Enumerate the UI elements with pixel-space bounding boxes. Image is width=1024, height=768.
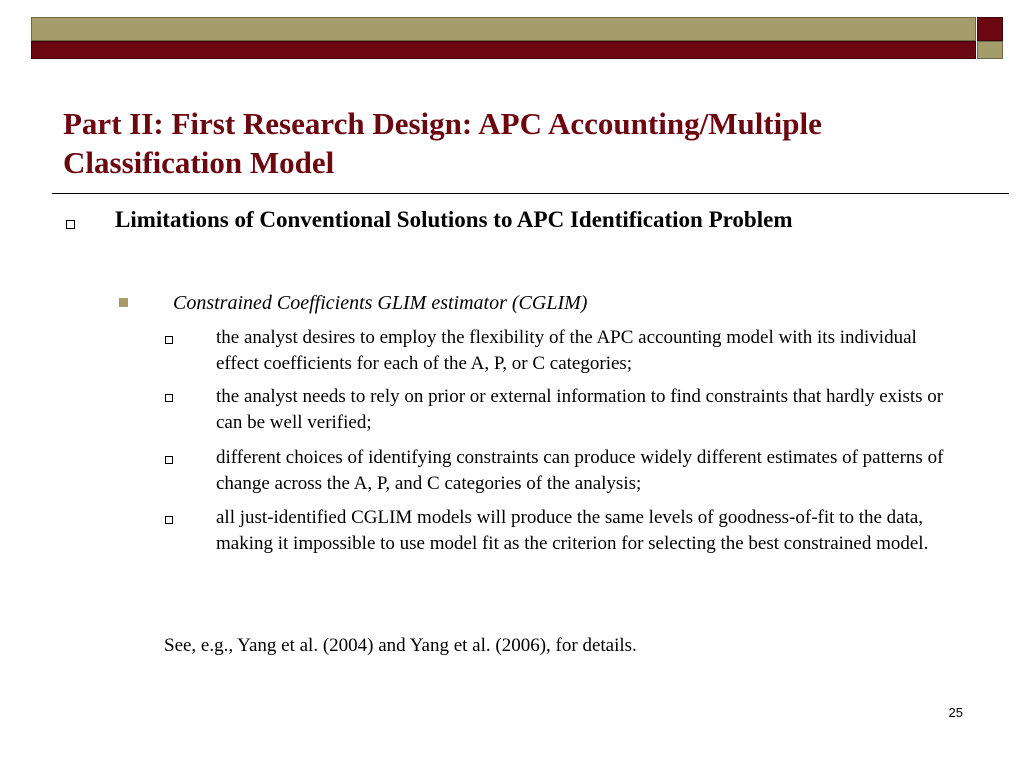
bullet-level2: Constrained Coefficients GLIM estimator (CGLIM) <box>173 292 588 314</box>
header-bar-red <box>31 41 976 59</box>
hollow-square-bullet-icon <box>165 456 173 464</box>
filled-square-bullet-icon <box>119 298 128 307</box>
header-square-red <box>977 17 1003 41</box>
title-divider <box>52 193 1009 194</box>
sub-bullet-item: the analyst desires to employ the flexibility of the APC accounting model with its individual effect coefficients for each of the A, P, or C categories; <box>216 327 917 374</box>
slide-title: Part II: First Research Design: APC Accounting/Multiple Classification Model <box>63 106 822 180</box>
hollow-square-bullet-icon <box>165 336 173 344</box>
hollow-square-bullet-icon <box>165 516 173 524</box>
reference-note: See, e.g., Yang et al. (2004) and Yang et al. (2006), for details. <box>164 635 637 656</box>
hollow-square-bullet-icon <box>66 220 75 229</box>
bullet-level1: Limitations of Conventional Solutions to APC Identification Problem <box>115 207 793 232</box>
hollow-square-bullet-icon <box>165 394 173 402</box>
sub-bullet-item: the analyst needs to rely on prior or external information to find constraints that hardly exists or can be well verified; <box>216 386 944 433</box>
page-number: 25 <box>948 705 963 720</box>
sub-bullet-item: different choices of identifying constraints can produce widely different estimates of patterns of change across the A, P, and C categories of the analysis; <box>216 447 944 494</box>
sub-bullet-item: all just-identified CGLIM models will produce the same levels of goodness-of-fit to the data, making it impossible to use model fit as the criterion for selecting the best constrained model. <box>216 507 929 554</box>
header-bar-olive <box>31 17 976 41</box>
header-square-olive <box>977 41 1003 59</box>
